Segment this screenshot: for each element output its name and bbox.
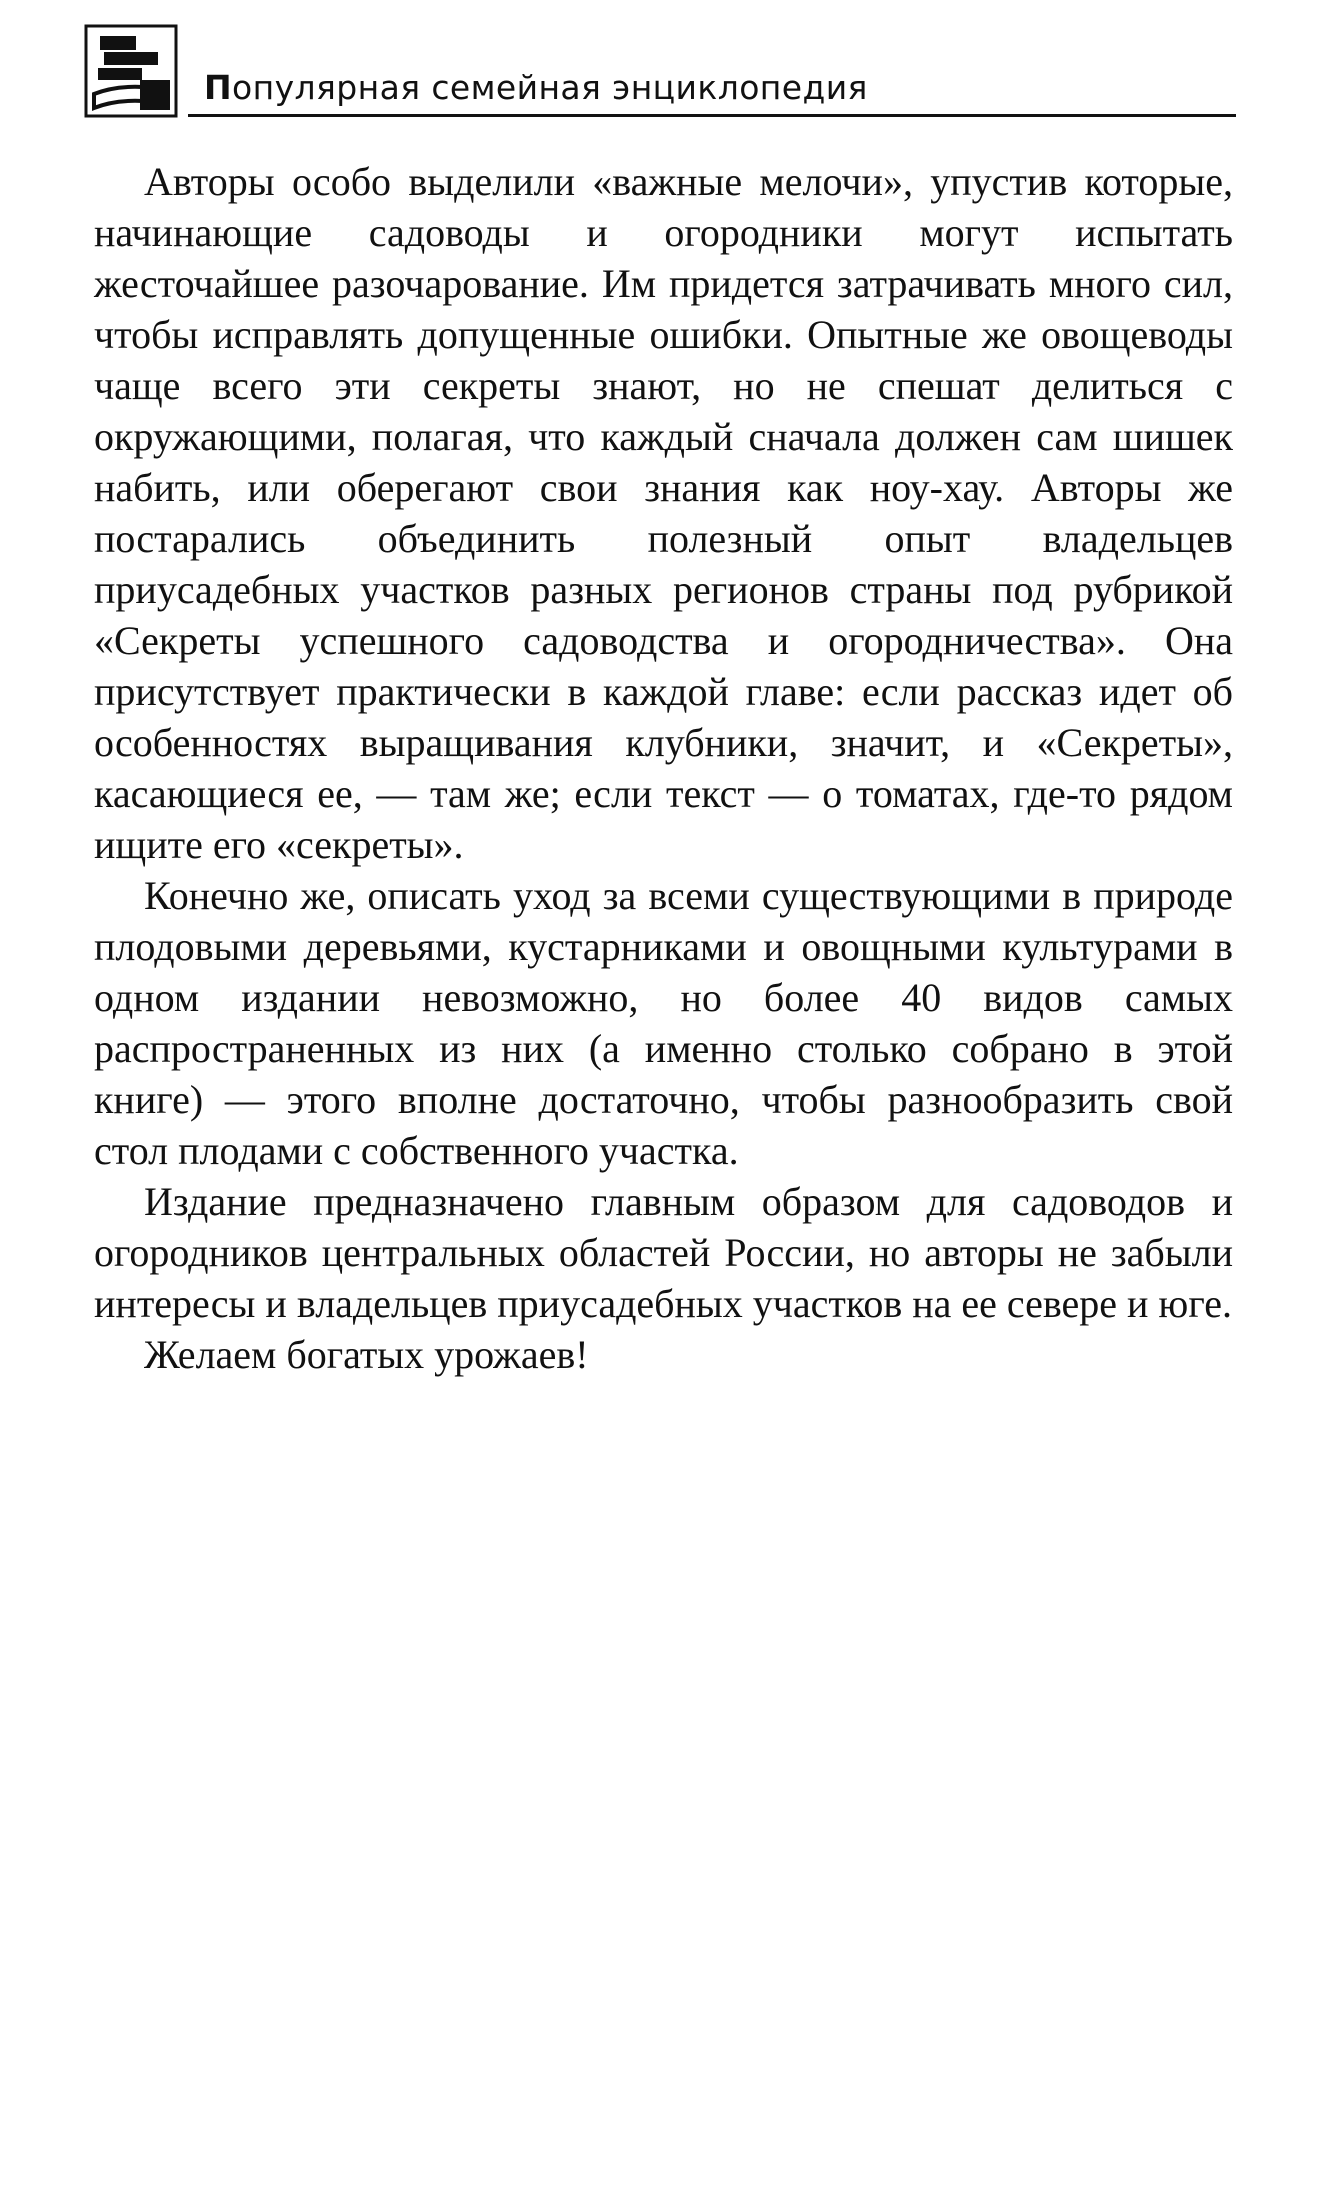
series-title [204,68,868,108]
page-text-body [94,156,1233,1380]
paragraph-closing-wish: Желаем богатых урожаев! [144,1332,589,1377]
header-divider [188,114,1236,117]
page-header [84,24,1236,120]
paragraph-important-details: Авторы особо выделили «важные мелочи», упустив которые, начинающие садоводы и огородники могут испытать жесточайшее разочарование. Им придется затрачивать много сил, чтобы исправлять допущенные ошибки. Опытные же овощеводы чаще всего эти секреты знают, но не спешат делиться с окружающими, полагая, что каждый сначала должен сам шишек набить, или оберегают свои знания как ноу-хау. Авторы же постарались объединить полезный опыт владельцев приусадебных участков разных регионов страны под рубрикой «Секреты успешного садоводства и огородничества». Она присутствует практически в каждой главе: если рассказ идет об особенностях выращивания клубники, значит, и «Секреты», касающиеся ее, — там же; если текст — о томатах, где-то рядом ищите его «секреты». [94,159,1233,867]
book-stack-icon [84,24,178,118]
paragraph-plant-coverage: Конечно же, описать уход за всеми существующими в природе плодовыми деревьями, кустарниками и овощными культурами в одном издании невозможно, но более 40 видов самых распространенных из них (а именно столько собрано в этой книге) — этого вполне достаточно, чтобы разнообразить свой стол плодами с собственного участка. [94,873,1233,1173]
series-title-initial: П [204,68,233,107]
series-title-text: опулярная семейная энциклопедия [232,68,868,107]
paragraph-intended-audience: Издание предназначено главным образом для садоводов и огородников центральных областей России, но авторы не забыли интересы и владельцев приусадебных участков на ее севере и юге. [94,1179,1233,1326]
